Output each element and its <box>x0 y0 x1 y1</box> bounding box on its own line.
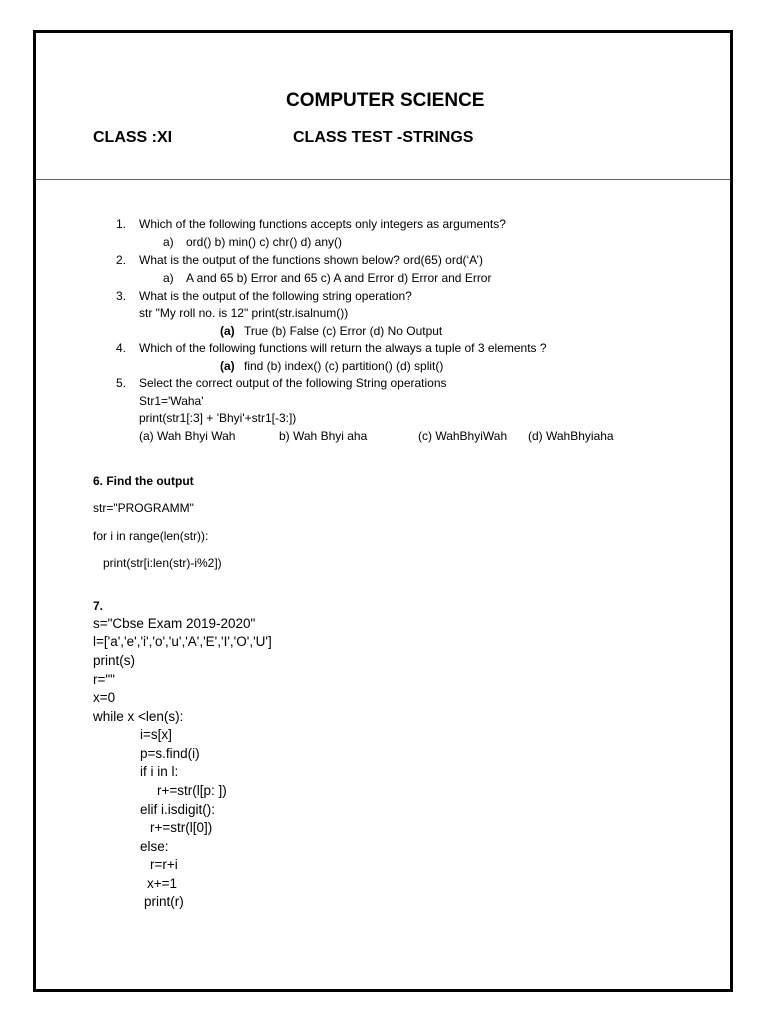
option-label: a) <box>163 271 174 285</box>
code-line: r+=str(l[0]) <box>150 820 213 835</box>
question-code-line: print(str1[:3] + 'Bhyi'+str1[-3:]) <box>139 411 297 425</box>
code-line: print(s) <box>93 653 136 668</box>
code-line: print(r) <box>144 894 184 909</box>
code-line: for i in range(len(str)): <box>93 529 209 543</box>
code-line: p=s.find(i) <box>140 746 200 761</box>
question-number: 5. <box>116 376 127 390</box>
code-line: r=r+i <box>150 857 178 872</box>
code-line: else: <box>140 839 169 854</box>
question-code: str "My roll no. is 12" print(str.isalnum()) <box>139 306 349 320</box>
code-line: if i in l: <box>140 764 179 779</box>
option-text: find (b) index() (c) partition() (d) split() <box>244 359 444 373</box>
answer-choice: (a) Wah Bhyi Wah <box>139 429 236 443</box>
option-label: a) <box>163 235 174 249</box>
answer-choice: b) Wah Bhyi aha <box>279 429 368 443</box>
answer-choice: (d) WahBhyiaha <box>528 429 614 443</box>
code-line: elif i.isdigit(): <box>140 802 216 817</box>
class-label: CLASS :XI <box>93 129 173 146</box>
header-divider <box>36 179 730 180</box>
question-text: Which of the following functions accepts only integers as arguments? <box>139 217 506 231</box>
question-number: 3. <box>116 289 127 303</box>
question-number: 2. <box>116 253 127 267</box>
question-7-heading: 7. <box>93 599 104 613</box>
page-title: COMPUTER SCIENCE <box>286 90 485 111</box>
option-label: (a) <box>220 359 235 373</box>
option-label: (a) <box>220 324 235 338</box>
question-number: 1. <box>116 217 127 231</box>
code-line: s="Cbse Exam 2019-2020" <box>93 616 256 631</box>
option-text: True (b) False (c) Error (d) No Output <box>244 324 443 338</box>
code-line: while x <len(s): <box>93 709 184 724</box>
test-title: CLASS TEST -STRINGS <box>293 129 474 146</box>
code-line: x=0 <box>93 690 116 705</box>
code-line: r="" <box>93 672 115 687</box>
question-6-heading: 6. Find the output <box>93 474 194 488</box>
code-line: l=['a','e','i','o','u','A','E','I','O','U'] <box>93 634 272 649</box>
question-text: What is the output of the following string operation? <box>139 289 412 303</box>
question-text: Which of the following functions will return the always a tuple of 3 elements ? <box>139 341 547 355</box>
question-code-line: Str1='Waha' <box>139 394 204 408</box>
question-text: Select the correct output of the following String operations <box>139 376 447 390</box>
code-line: print(str[i:len(str)-i%2]) <box>103 556 222 570</box>
code-line: str="PROGRAMM" <box>93 501 194 515</box>
answer-choice: (c) WahBhyiWah <box>418 429 508 443</box>
option-text: ord() b) min() c) chr() d) any() <box>186 235 343 249</box>
code-line: r+=str(l[p: ]) <box>157 783 227 798</box>
question-number: 4. <box>116 341 127 355</box>
option-text: A and 65 b) Error and 65 c) A and Error d) Error and Error <box>186 271 492 285</box>
code-line: i=s[x] <box>140 727 172 742</box>
question-text: What is the output of the functions shown below? ord(65) ord(‘A’) <box>139 253 483 267</box>
code-line: x+=1 <box>147 876 178 891</box>
